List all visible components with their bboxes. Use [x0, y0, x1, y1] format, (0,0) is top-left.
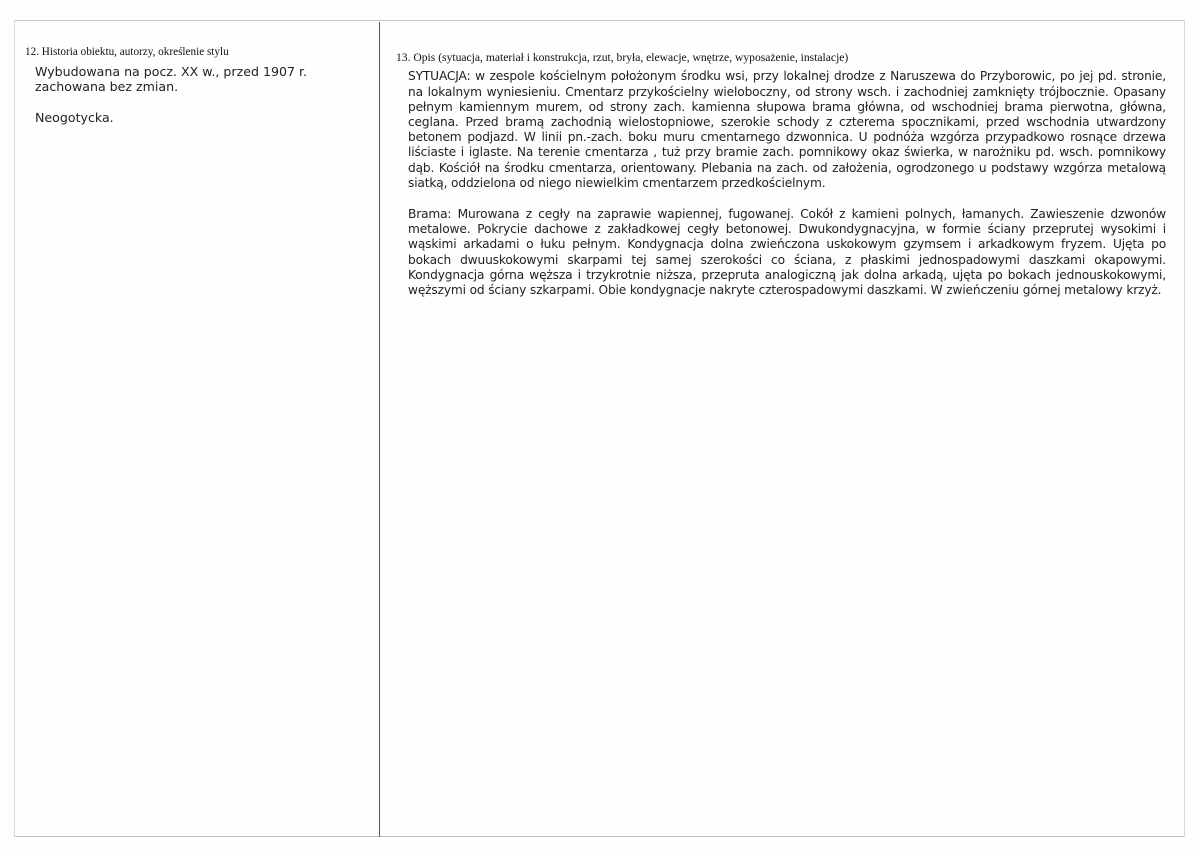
column-divider — [379, 22, 380, 837]
frame-left-line — [14, 20, 15, 837]
situation-paragraph: SYTUACJA: w zespole kościelnym położonym środku wsi, przy lokalnej drodze z Naruszewa do Przyborowic, po jej pd. stronie, na lokalnym wyniesieniu. Cmentarz przykościelny wieloboczny, od strony wsch. i zachodniej zamknięty trójbocznie. Opasany pełnym kamiennym murem, od strony zach. kamienna słupowa brama główna, od wschodniej brama pierwotna, główna, ceglana. Przed bramą zachodnią wielostopniowe, szerokie schody z czterema spocznikami, przed wschodnia utwardzony betonem podjazd. W linii pn.-zach. boku muru cmentarnego dzwonnica. U podnóża wzgórza przypadkowo rosnące drzewa liściaste i iglaste. Na terenie cmentarza , tuż przy bramie zach. pomnikowy okaz świerka, w narożniku pd. wsch. pomnikowy dąb. Kościół na środku cmentarza, orientowany. Plebania na zach. od założenia, ogrodzonego u podstawy wzgórza metalową siatką, oddzielona od niego niewielkim cmentarzem przedkościelnym. — [408, 69, 1166, 190]
section-12-heading: 12. Historia obiektu, autorzy, określenie stylu — [25, 46, 229, 58]
frame-right-line — [1184, 20, 1185, 837]
style-text: Neogotycka. — [35, 110, 114, 126]
section-12-history — [25, 46, 365, 126]
gate-paragraph: Brama: Murowana z cegły na zaprawie wapiennej, fugowanej. Cokół z kamieni polnych, łamanych. Zawieszenie dzwonów metalowe. Pokrycie dachowe z zakładkowej cegły betonowej. Dwukondygnacyjna, w formie ściany przeprutej wysokimi i wąskimi arkadami o łuku pełnym. Kondygnacja dolna zwieńczona uskokowym gzymsem i arkadkowym fryzem. Ujęta po bokach dwuuskokowymi skarpami tej samej szerokości co ściana, z płaskimi jednospadowymi daszkami okapowymi. Kondygnacja górna węższa i trzykrotnie niższa, przepruta analogiczną jak dolna arkadą, ujęta po bokach jednouskokowymi, węższymi od ściany szkarpami. Obie kondygnacje nakryte czterospadowymi daszkami. W zwieńczeniu górnej metalowy krzyż. — [408, 206, 1166, 297]
spacer — [396, 191, 1166, 207]
section-13-heading: 13. Opis (sytuacja, materiał i konstrukcja, rzut, bryła, elewacje, wnętrze, wyposażenie, instalacje) — [396, 51, 849, 64]
history-text: Wybudowana na pocz. XX w., przed 1907 r. zachowana bez zmian. — [35, 63, 308, 95]
section-13-description — [396, 51, 1166, 298]
spacer — [25, 95, 365, 110]
frame-top-line — [14, 20, 1185, 21]
frame-bottom-line — [14, 836, 1185, 837]
